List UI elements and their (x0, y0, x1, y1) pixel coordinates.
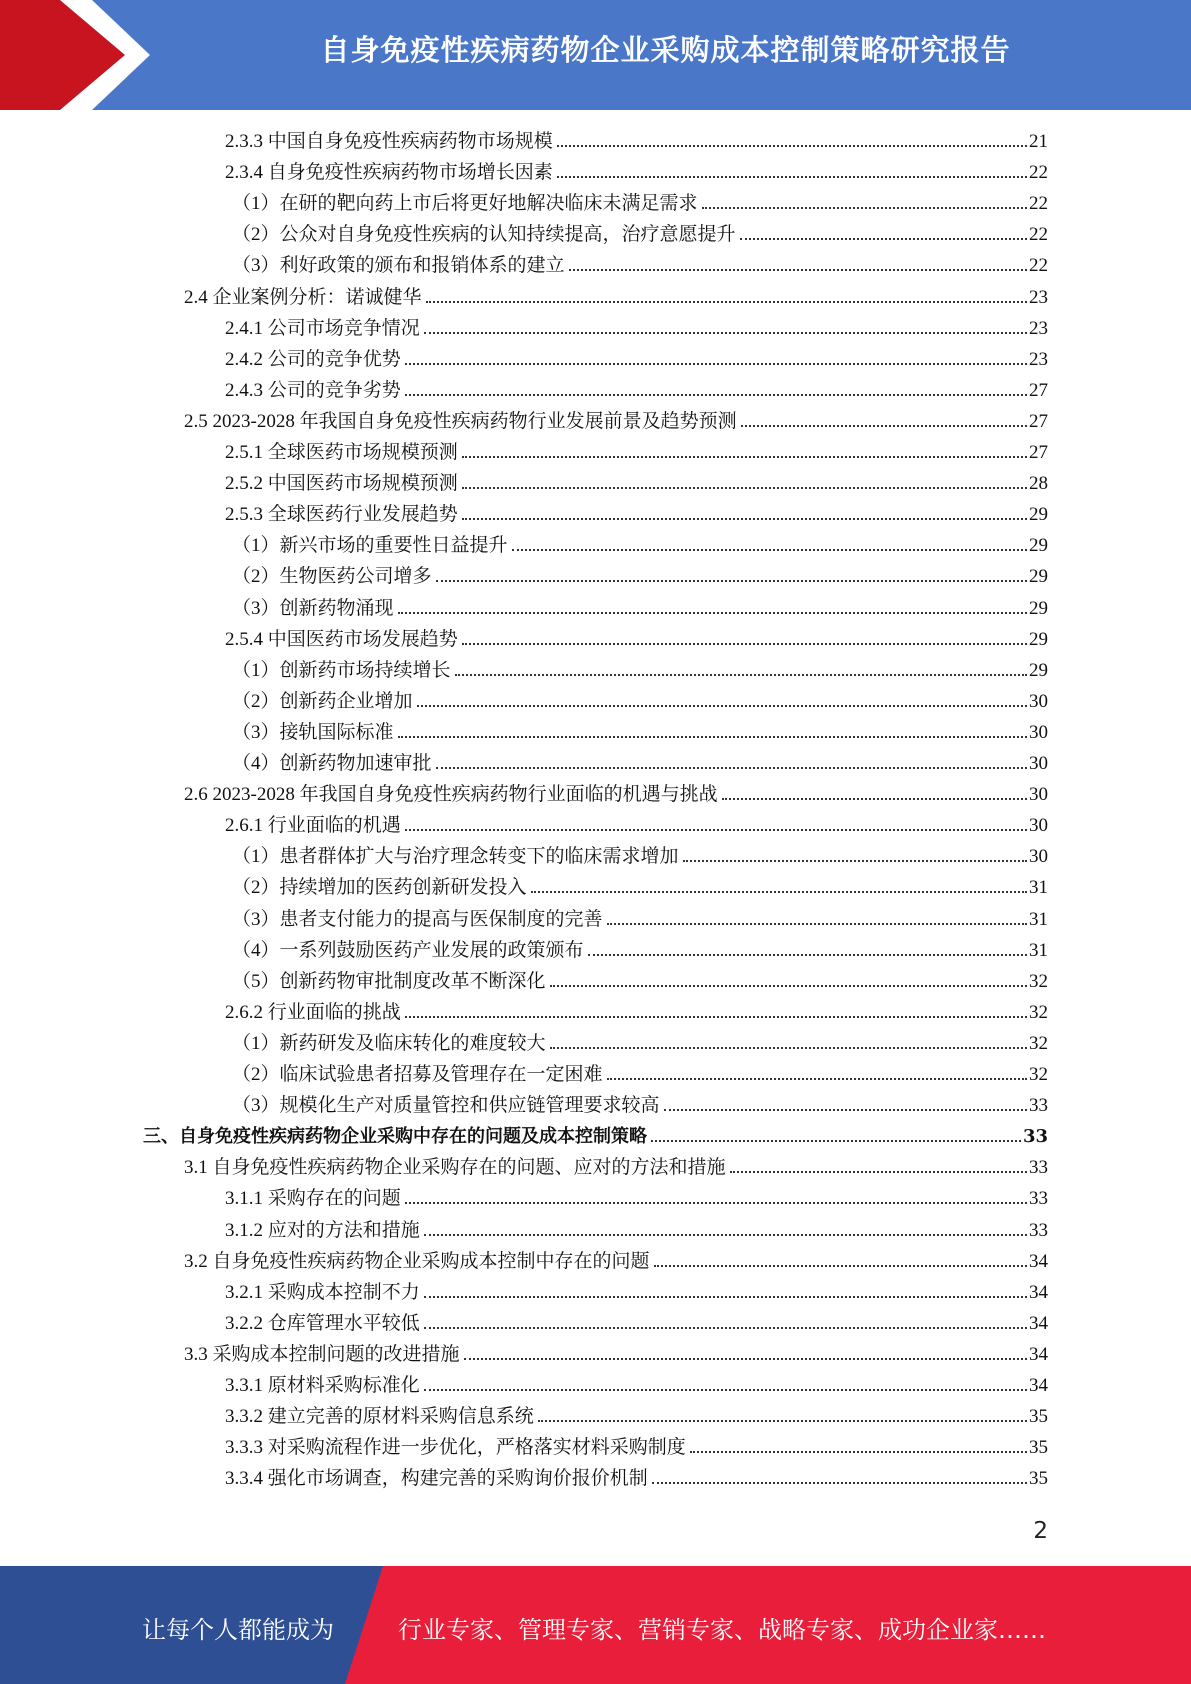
toc-dot-leader (424, 1327, 1027, 1329)
toc-dot-leader (690, 1451, 1027, 1453)
toc-entry-page: 30 (1029, 753, 1048, 774)
toc-dot-leader (455, 674, 1027, 676)
toc-entry-label: （3）患者支付能力的提高与医保制度的完善 (232, 908, 603, 930)
toc-entry-label: （1）患者群体扩大与治疗理念转变下的临床需求增加 (232, 846, 679, 868)
toc-entry[interactable] (225, 810, 1048, 841)
toc-entry[interactable] (232, 904, 1048, 935)
toc-entry[interactable] (225, 126, 1048, 157)
toc-dot-leader (557, 145, 1027, 147)
toc-dot-leader (740, 238, 1027, 240)
toc-entry-label: 3.1.1 采购存在的问题 (225, 1188, 401, 1210)
toc-entry[interactable] (143, 1121, 1048, 1152)
toc-dot-leader (462, 456, 1027, 458)
toc-entry-label: 2.4.2 公司的竞争优势 (225, 348, 401, 370)
toc-entry[interactable] (225, 499, 1048, 530)
toc-entry[interactable] (232, 561, 1048, 592)
toc-entry-page: 30 (1029, 784, 1048, 806)
toc-entry-label: 2.5.4 中国医药市场发展趋势 (225, 628, 458, 650)
toc-entry-label: 3.2 自身免疫性疾病药物企业采购成本控制中存在的问题 (184, 1250, 650, 1272)
toc-entry-label: 3.1.2 应对的方法和措施 (225, 1219, 420, 1241)
toc-dot-leader (436, 580, 1027, 582)
toc-entry-page: 32 (1029, 1001, 1048, 1023)
toc-dot-leader (405, 394, 1027, 396)
toc-entry-page: 29 (1029, 659, 1048, 681)
toc-entry[interactable] (225, 1215, 1048, 1246)
toc-entry[interactable] (225, 1463, 1048, 1494)
toc-entry[interactable] (225, 1432, 1048, 1463)
page-header (0, 0, 1191, 110)
toc-dot-leader (424, 332, 1027, 334)
toc-entry[interactable] (184, 1152, 1048, 1183)
toc-dot-leader (424, 1296, 1027, 1298)
toc-dot-leader (462, 518, 1027, 520)
toc-entry-label: （3）利好政策的颁布和报销体系的建立 (232, 255, 565, 277)
toc-dot-leader (741, 425, 1027, 427)
toc-dot-leader (730, 1171, 1027, 1173)
toc-entry-label: 3.2.1 采购成本控制不力 (225, 1281, 420, 1303)
toc-entry-label: 3.3 采购成本控制问题的改进措施 (184, 1343, 460, 1365)
toc-entry-page: 35 (1029, 1468, 1048, 1490)
toc-dot-leader (654, 1265, 1027, 1267)
toc-dot-leader (462, 487, 1027, 489)
toc-entry-label: 3.1 自身免疫性疾病药物企业采购存在的问题、应对的方法和措施 (184, 1157, 726, 1179)
toc-entry-page: 30 (1029, 815, 1048, 837)
toc-entry[interactable] (184, 282, 1048, 313)
toc-dot-leader (550, 1047, 1027, 1049)
toc-entry-page: 34 (1029, 1281, 1048, 1303)
toc-entry[interactable] (232, 188, 1048, 219)
toc-entry-label: （2）生物医药公司增多 (232, 566, 432, 588)
toc-entry-label: （3）创新药物涌现 (232, 597, 394, 619)
toc-entry-page: 33 (1029, 1095, 1048, 1117)
toc-dot-leader (426, 301, 1027, 303)
toc-dot-leader (462, 643, 1027, 645)
toc-entry-label: 3.3.3 对采购流程作进一步优化，严格落实材料采购制度 (225, 1437, 686, 1459)
toc-entry-page: 29 (1029, 628, 1048, 650)
toc-entry[interactable] (184, 1339, 1048, 1370)
toc-entry[interactable] (225, 1370, 1048, 1401)
toc-entry[interactable] (225, 997, 1048, 1028)
toc-entry-label: （2）临床试验患者招募及管理存在一定困难 (232, 1064, 603, 1085)
toc-dot-leader (398, 736, 1027, 738)
toc-entry-label: 2.6.1 行业面临的机遇 (225, 815, 401, 837)
toc-entry[interactable] (225, 1183, 1048, 1214)
toc-entry-page: 29 (1029, 504, 1048, 526)
toc-entry-page: 31 (1029, 877, 1048, 899)
toc-dot-leader (424, 1389, 1027, 1391)
toc-dot-leader (550, 985, 1027, 987)
toc-entry-page: 22 (1029, 193, 1048, 215)
toc-entry-page: 33 (1022, 1126, 1048, 1148)
toc-entry-label: 2.6 2023-2028 年我国自身免疫性疾病药物行业面临的机遇与挑战 (184, 784, 718, 806)
toc-entry-label: （1）在研的靶向药上市后将更好地解决临床未满足需求 (232, 193, 698, 215)
toc-entry-label: （2）持续增加的医药创新研发投入 (232, 877, 527, 899)
toc-dot-leader (538, 1420, 1027, 1422)
toc-dot-leader (405, 829, 1027, 831)
toc-entry[interactable] (225, 313, 1048, 344)
toc-entry-label: 2.6.2 行业面临的挑战 (225, 1001, 401, 1023)
toc-dot-leader (569, 269, 1027, 271)
toc-dot-leader (436, 767, 1027, 769)
toc-entry[interactable] (232, 686, 1048, 717)
toc-entry-page: 29 (1029, 566, 1048, 588)
toc-entry[interactable] (232, 872, 1048, 903)
toc-entry-page: 23 (1029, 286, 1048, 308)
toc-entry-page: 32 (1029, 1032, 1048, 1054)
toc-entry-page: 22 (1029, 162, 1048, 184)
footer-slogan-left: 让每个人都能成为 (142, 1616, 334, 1644)
toc-entry-page: 23 (1029, 317, 1048, 339)
toc-entry[interactable] (225, 468, 1048, 499)
toc-dot-leader (607, 923, 1027, 925)
toc-entry-label: 2.4.3 公司的竞争劣势 (225, 379, 401, 401)
page-footer (0, 1566, 1191, 1684)
toc-entry-label: 2.3.3 中国自身免疫性疾病药物市场规模 (225, 131, 553, 152)
toc-entry[interactable] (232, 655, 1048, 686)
toc-entry-page: 29 (1029, 597, 1048, 619)
toc-entry-label: （2）公众对自身免疫性疾病的认知持续提高，治疗意愿提升 (232, 224, 736, 246)
toc-entry-page: 34 (1029, 1250, 1048, 1272)
toc-entry-page: 30 (1029, 690, 1048, 712)
page-number: 2 (1033, 1518, 1048, 1544)
toc-entry-page: 22 (1029, 224, 1048, 246)
toc-dot-leader (405, 1202, 1027, 1204)
toc-entry-label: 3.2.2 仓库管理水平较低 (225, 1312, 420, 1334)
toc-entry-label: 3.3.2 建立完善的原材料采购信息系统 (225, 1406, 534, 1428)
toc-dot-leader (652, 1482, 1027, 1484)
toc-entry-label: （2）创新药企业增加 (232, 690, 413, 712)
toc-entry[interactable] (184, 406, 1048, 437)
toc-entry[interactable] (232, 748, 1048, 779)
toc-entry-label: 2.5.1 全球医药市场规模预测 (225, 442, 458, 463)
toc-entry-page: 34 (1029, 1343, 1048, 1365)
toc-entry-page: 30 (1029, 846, 1048, 868)
toc-entry[interactable] (232, 841, 1048, 872)
toc-entry[interactable] (232, 1059, 1048, 1090)
toc-entry-label: （5）创新药物审批制度改革不断深化 (232, 970, 546, 992)
toc-entry-label: 3.3.4 强化市场调查，构建完善的采购询价报价机制 (225, 1468, 648, 1490)
toc-dot-leader (607, 1078, 1027, 1080)
toc-entry-label: 三、自身免疫性疾病药物企业采购中存在的问题及成本控制策略 (143, 1126, 647, 1148)
toc-entry[interactable] (232, 1090, 1048, 1121)
toc-entry[interactable] (225, 437, 1048, 468)
toc-entry-page: 23 (1029, 348, 1048, 370)
toc-entry[interactable] (232, 219, 1048, 250)
toc-entry[interactable] (232, 593, 1048, 624)
toc-entry-page: 29 (1029, 535, 1048, 557)
toc-entry-page: 33 (1029, 1157, 1048, 1179)
toc-entry-page: 27 (1029, 410, 1048, 432)
toc-entry[interactable] (232, 1028, 1048, 1059)
toc-dot-leader (651, 1140, 1021, 1142)
toc-entry-label: （1）新兴市场的重要性日益提升 (232, 535, 508, 557)
toc-entry[interactable] (225, 1401, 1048, 1432)
toc-dot-leader (531, 891, 1027, 893)
toc-dot-leader (398, 612, 1027, 614)
toc-entry-page: 30 (1029, 721, 1048, 743)
toc-entry-page: 27 (1029, 442, 1048, 463)
toc-entry-label: （1）新药研发及临床转化的难度较大 (232, 1032, 546, 1054)
toc-dot-leader (424, 1234, 1027, 1236)
toc-entry-label: （3）规模化生产对质量管控和供应链管理要求较高 (232, 1095, 660, 1117)
toc-entry-label: 2.5.2 中国医药市场规模预测 (225, 473, 458, 495)
toc-dot-leader (405, 363, 1027, 365)
toc-entry-page: 35 (1029, 1437, 1048, 1459)
toc-entry-label: 2.3.4 自身免疫性疾病药物市场增长因素 (225, 162, 553, 184)
toc-entry-page: 34 (1029, 1312, 1048, 1334)
toc-dot-leader (664, 1109, 1027, 1111)
toc-entry[interactable] (232, 530, 1048, 561)
toc-entry-label: 3.3.1 原材料采购标准化 (225, 1375, 420, 1396)
toc-entry-page: 32 (1029, 970, 1048, 992)
toc-dot-leader (417, 705, 1027, 707)
toc-entry[interactable] (225, 375, 1048, 406)
toc-entry-label: （4）创新药物加速审批 (232, 753, 432, 774)
toc-dot-leader (464, 1358, 1027, 1360)
toc-dot-leader (512, 549, 1027, 551)
toc-entry-label: （1）创新药市场持续增长 (232, 659, 451, 681)
toc-entry[interactable] (225, 344, 1048, 375)
toc-entry-page: 35 (1029, 1406, 1048, 1428)
toc-entry[interactable] (225, 624, 1048, 655)
toc-entry[interactable] (232, 966, 1048, 997)
toc-entry-label: 2.5 2023-2028 年我国自身免疫性疾病药物行业发展前景及趋势预测 (184, 410, 737, 432)
report-title: 自身免疫性疾病药物企业采购成本控制策略研究报告 (320, 33, 1011, 67)
toc-entry[interactable] (232, 717, 1048, 748)
toc-entry-label: （4）一系列鼓励医药产业发展的政策颁布 (232, 939, 584, 961)
footer-slogan-right: 行业专家、管理专家、营销专家、战略专家、成功企业家…… (398, 1616, 1046, 1644)
toc-entry[interactable] (232, 935, 1048, 966)
toc-dot-leader (702, 207, 1027, 209)
toc-entry-page: 27 (1029, 379, 1048, 401)
toc-entry-page: 31 (1029, 908, 1048, 930)
toc-entry[interactable] (225, 157, 1048, 188)
toc-entry-label: 2.4 企业案例分析：诺诚健华 (184, 286, 422, 308)
toc-entry[interactable] (225, 1277, 1048, 1308)
toc-entry-label: 2.4.1 公司市场竞争情况 (225, 317, 420, 339)
toc-entry[interactable] (225, 1308, 1048, 1339)
toc-entry[interactable] (184, 779, 1048, 810)
toc-entry-page: 28 (1029, 473, 1048, 495)
toc-dot-leader (722, 798, 1027, 800)
toc-entry[interactable] (232, 250, 1048, 281)
toc-dot-leader (557, 176, 1027, 178)
toc-entry-page: 21 (1029, 131, 1048, 152)
toc-dot-leader (588, 954, 1027, 956)
toc-dot-leader (405, 1016, 1027, 1018)
toc-entry-page: 32 (1029, 1064, 1048, 1085)
toc-entry-page: 33 (1029, 1188, 1048, 1210)
toc-entry[interactable] (184, 1246, 1048, 1277)
toc-entry-label: 2.5.3 全球医药行业发展趋势 (225, 504, 458, 526)
toc-entry-label: （3）接轨国际标准 (232, 721, 394, 743)
toc-dot-leader (683, 860, 1027, 862)
toc-entry-page: 33 (1029, 1219, 1048, 1241)
toc-entry-page: 22 (1029, 255, 1048, 277)
toc-entry-page: 31 (1029, 939, 1048, 961)
toc-entry-page: 34 (1029, 1375, 1048, 1396)
